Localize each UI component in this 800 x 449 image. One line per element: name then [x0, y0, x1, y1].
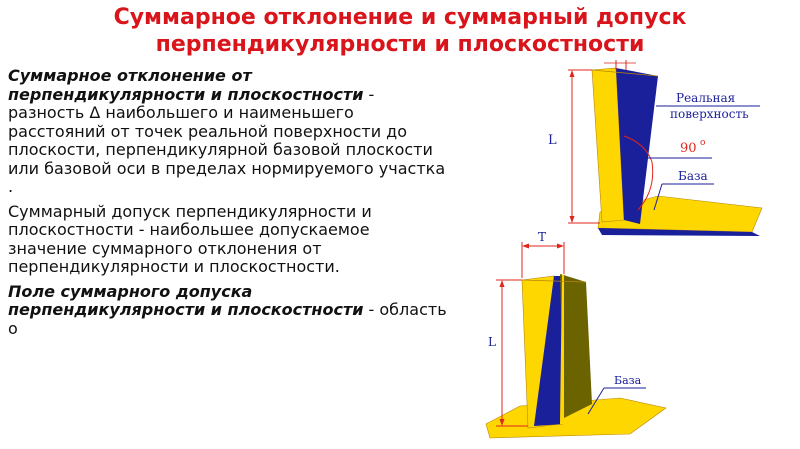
length-label: L	[548, 133, 557, 148]
definition-body: Суммарный допуск перпендикулярности и плоскостности - наибольшее допускаемое значение суммарного отклонения от перпендикулярности и плоскостности.	[8, 201, 372, 276]
figure-tolerance-zone	[480, 228, 670, 442]
definitions-text	[8, 67, 448, 338]
tolerance-label: T	[538, 230, 547, 244]
real-surface-label-line-2: поверхность	[670, 107, 749, 121]
length-label: L	[488, 335, 496, 349]
figure-tolerance-zone-drawing	[480, 228, 670, 442]
delta-label	[615, 60, 622, 62]
degree-mark: о	[700, 138, 706, 148]
definition-term: Поле суммарного допуска перпендикулярности и плоскостности	[8, 281, 364, 319]
definition-term: Суммарное отклонение от перпендикулярности и плоскостности	[8, 66, 364, 104]
definition-body: - область о	[8, 300, 447, 338]
definition-tolerance-zone	[8, 283, 448, 339]
figure-real-surface	[540, 60, 770, 240]
base-label: База	[678, 169, 708, 183]
definition-total-deviation	[8, 67, 448, 197]
slide-title	[0, 4, 800, 58]
figure-real-surface-drawing	[540, 60, 770, 240]
base-label: База	[614, 374, 642, 387]
title-line-2: перпендикулярности и плоскостности	[155, 32, 645, 57]
real-surface-label-line-1: Реальная	[676, 91, 736, 105]
definition-body: - разность Δ наибольшего и наименьшего расстояний от точек реальной поверхности до плоскости, перпендикулярной базовой плоскости или базовой оси в пределах нормируемого участка .	[8, 84, 446, 196]
title-line-1: Суммарное отклонение и суммарный допуск	[113, 5, 687, 30]
definition-total-tolerance	[8, 203, 448, 277]
angle-label: 90	[680, 141, 697, 156]
